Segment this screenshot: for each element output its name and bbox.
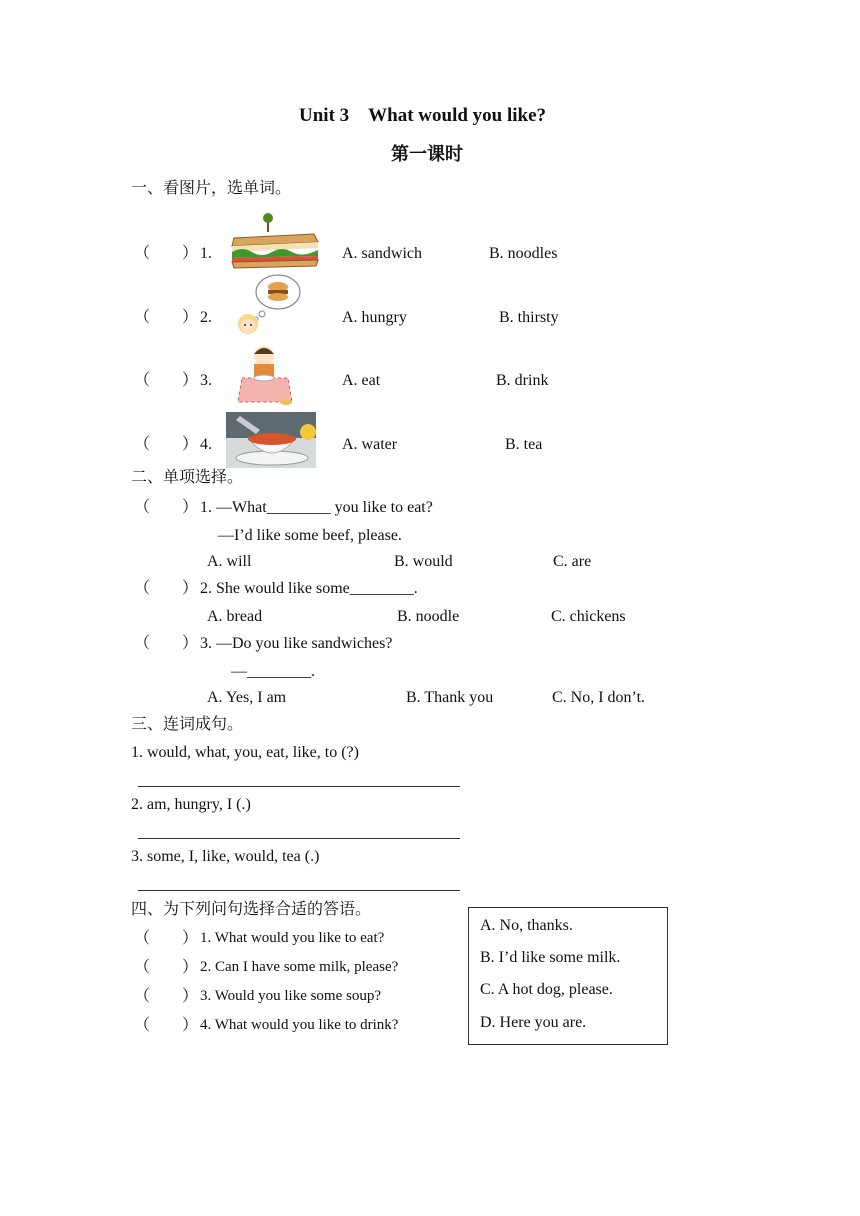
s4-q2-text: 2. Can I have some milk, please? (200, 959, 399, 975)
s1-item4-option-b: B. tea (505, 436, 543, 453)
s1-item4-option-a: A. water (342, 436, 398, 453)
s1-item3-num: 3. (200, 372, 212, 389)
section1-heading: 一、看图片，选单词。 (131, 180, 292, 197)
s2-q2-option-c: C. chickens (551, 608, 626, 625)
s4-q1-bracket[interactable]: （ ） (134, 930, 199, 947)
s4-q4-bracket[interactable]: （ ） (134, 1017, 199, 1034)
s2-q1-text: 1. —What________ you like to eat? (200, 499, 433, 516)
s1-item3-option-a: A. eat (342, 372, 381, 389)
answer-options-box (468, 907, 668, 1045)
s2-q3-text: 3. —Do you like sandwiches? (200, 635, 393, 652)
sandwich-picture (228, 212, 320, 270)
section3-heading: 三、连词成句。 (131, 716, 244, 733)
s1-item1-num: 1. (200, 245, 212, 262)
s2-q1-option-a: A. will (207, 553, 252, 570)
s4-q3-bracket[interactable]: （ ） (134, 988, 199, 1005)
s2-q1-option-b: B. would (394, 553, 453, 570)
s2-q3-bracket[interactable]: （ ） (134, 635, 199, 652)
s2-q2-option-b: B. noodle (397, 608, 460, 625)
s1-item1-bracket[interactable]: （ ） (134, 245, 199, 262)
s2-q2-option-a: A. bread (207, 608, 263, 625)
page-title: Unit 3 What would you like? (299, 105, 547, 126)
s2-q1-bracket[interactable]: （ ） (134, 499, 199, 516)
s3-item3-answer-line[interactable] (138, 890, 460, 891)
section2-heading: 二、单项选择。 (131, 469, 244, 486)
eating-boy-picture (236, 342, 296, 408)
s3-item2-text: 2. am, hungry, I (.) (131, 796, 251, 813)
s2-q2-bracket[interactable]: （ ） (134, 580, 199, 597)
s4-q3-text: 3. Would you like some soup? (200, 988, 382, 1004)
answer-option-c: C. A hot dog, please. (480, 981, 613, 998)
s1-item2-option-a: A. hungry (342, 309, 407, 326)
answer-option-d: D. Here you are. (480, 1014, 587, 1031)
answer-option-b: B. I’d like some milk. (480, 949, 621, 966)
s1-item4-num: 4. (200, 436, 212, 453)
s2-q2-text: 2. She would like some________. (200, 580, 418, 597)
s1-item1-option-b: B. noodles (489, 245, 558, 262)
s4-q1-text: 1. What would you like to eat? (200, 930, 385, 946)
s2-q1-text2: —I’d like some beef, please. (218, 527, 402, 544)
s3-item1-answer-line[interactable] (138, 786, 460, 787)
s1-item2-option-b: B. thirsty (499, 309, 559, 326)
s1-item4-bracket[interactable]: （ ） (134, 436, 199, 453)
s4-q2-bracket[interactable]: （ ） (134, 959, 199, 976)
s3-item3-text: 3. some, I, like, would, tea (.) (131, 848, 320, 865)
s3-item2-answer-line[interactable] (138, 838, 460, 839)
s1-item1-option-a: A. sandwich (342, 245, 422, 262)
s2-q1-option-c: C. are (553, 553, 592, 570)
section4-heading: 四、为下列问句选择合适的答语。 (131, 901, 372, 918)
s2-q3-option-a: A. Yes, I am (207, 689, 287, 706)
s2-q3-option-c: C. No, I don’t. (552, 689, 646, 706)
s1-item2-num: 2. (200, 309, 212, 326)
answer-option-a: A. No, thanks. (480, 917, 573, 934)
s3-item1-text: 1. would, what, you, eat, like, to (?) (131, 744, 359, 761)
page-subtitle: 第一课时 (391, 144, 463, 164)
s2-q3-text2: —________. (231, 663, 315, 680)
s1-item3-bracket[interactable]: （ ） (134, 372, 199, 389)
s1-item3-option-b: B. drink (496, 372, 549, 389)
s2-q3-option-b: B. Thank you (406, 689, 494, 706)
hungry-girl-picture (232, 272, 304, 336)
tea-cup-picture (226, 412, 316, 468)
s4-q4-text: 4. What would you like to drink? (200, 1017, 399, 1033)
s1-item2-bracket[interactable]: （ ） (134, 309, 199, 326)
